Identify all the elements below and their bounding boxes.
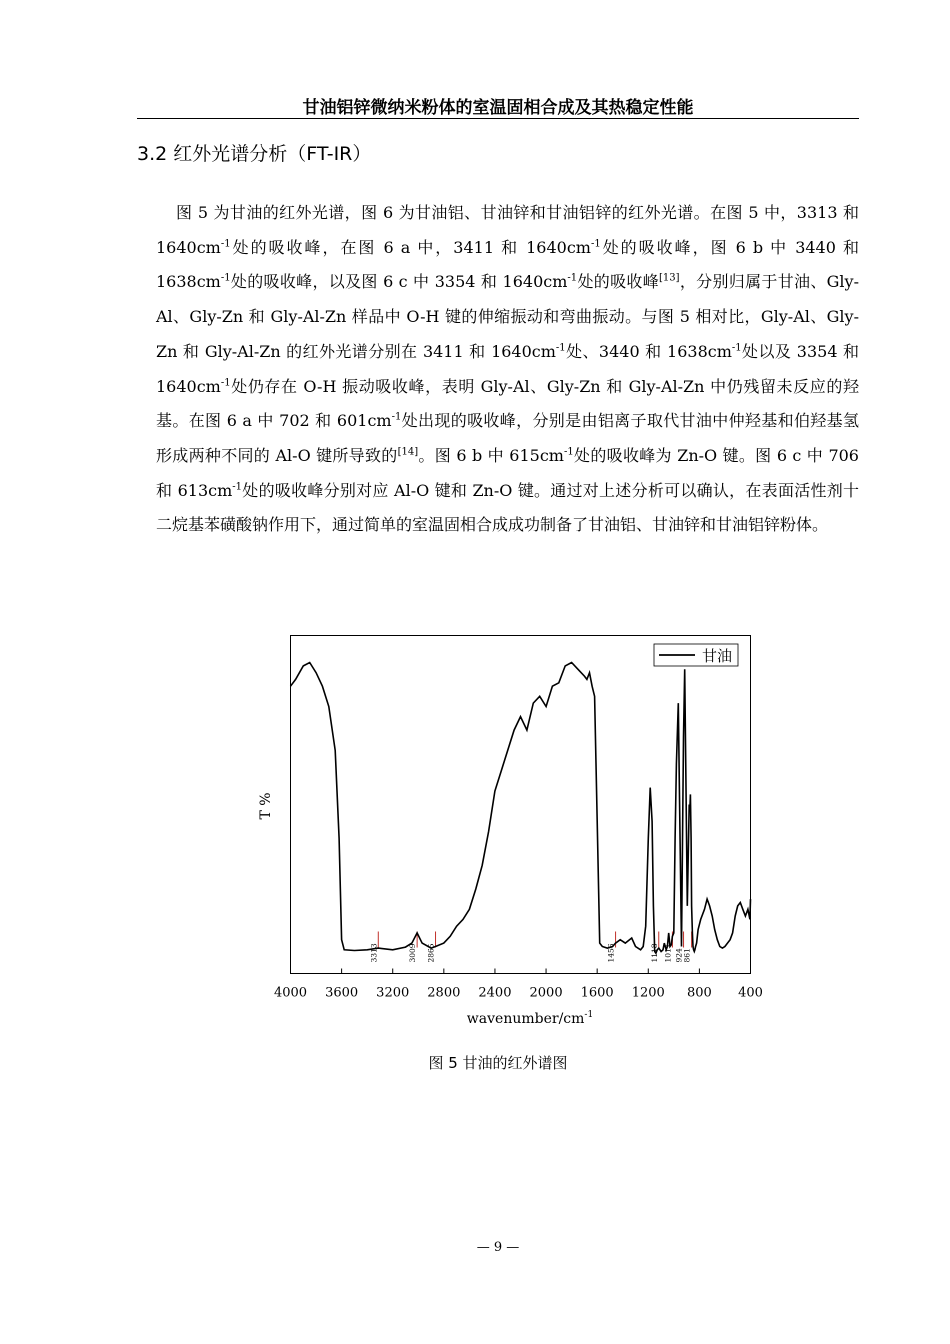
spectrum-line <box>291 663 751 954</box>
body-paragraph <box>156 196 859 543</box>
x-tick-label: 2400 <box>478 985 512 1001</box>
section-title: 3.2 红外光谱分析（FT-IR） <box>137 143 372 165</box>
text-run: 处的吸收峰，在图 6 a 中，3411 和 1640cm <box>230 237 591 257</box>
x-axis-label: wavenumber/$cm^{-1}$ <box>466 1010 594 1027</box>
superscript: -1 <box>232 481 243 493</box>
x-tick-label: 1600 <box>580 985 614 1001</box>
superscript: -1 <box>220 273 231 285</box>
peak-label: 2865 <box>426 943 436 963</box>
superscript: [13] <box>659 273 680 285</box>
text-run: 处的吸收峰，以及图 6 c 中 3354 和 1640cm <box>230 272 568 292</box>
text-run: 处的吸收峰，图 6 b 中 3440 和 1638cm <box>156 237 859 292</box>
figure-caption: 图 5 甘油的红外谱图 <box>428 1054 568 1072</box>
x-tick-label: 1200 <box>631 985 665 1001</box>
x-tick-label: 2800 <box>427 985 461 1001</box>
superscript: -1 <box>220 377 231 389</box>
page-number: — 9 — <box>476 1240 520 1255</box>
peak-label: 924 <box>674 948 684 963</box>
superscript: -1 <box>590 238 601 250</box>
peak-label: 3009 <box>408 943 418 963</box>
text-run: 。图 6 b 中 615cm <box>418 445 564 465</box>
ir-spectrum-chart <box>250 630 770 1040</box>
text-run: ，分别归属于甘油、Gly-Al、Gly-Zn 和 Gly-Al-Zn 样品中 O-H 键的伸缩振动和弯曲振动。与图 5 相对比，Gly-Al、Gly-Zn 和 Gly-Al-Zn 的红外光谱分别在 3411 和 1640cm <box>156 272 859 361</box>
peak-label: 1011 <box>663 943 673 963</box>
peak-label: 1456 <box>606 943 616 963</box>
text-run: 处仍存在 O-H 振动吸收峰，表明 Gly-Al、Gly-Zn 和 Gly-Al-Zn 中仍残留未反应的羟基。在图 6 a 中 702 和 601cm <box>156 376 859 431</box>
y-axis-label: T % <box>258 792 274 820</box>
peak-label: 3313 <box>369 943 379 963</box>
x-tick-label: 400 <box>738 985 763 1001</box>
x-tick-label: 800 <box>686 985 712 1001</box>
running-header: 甘油铝锌微纳米粉体的室温固相合成及其热稳定性能 <box>302 98 694 118</box>
peak-label: 1118 <box>649 943 659 963</box>
text-run: 处以及 3354 和 1640cm <box>156 341 859 396</box>
text-run: 处、3440 和 1638cm <box>565 341 732 361</box>
x-tick-label: 4000 <box>273 985 308 1001</box>
text-run: 处的吸收峰为 Zn-O 键。图 6 c 中 706 和 613cm <box>156 445 859 500</box>
superscript: -1 <box>731 342 742 354</box>
legend <box>654 644 738 666</box>
text-run: 处的吸收峰分别对应 Al-O 键和 Zn-O 键。通过对上述分析可以确认，在表面活性剂十二烷基苯磺酸钠作用下，通过简单的室温固相合成成功制备了甘油铝、甘油锌和甘油铝锌粉体。 <box>156 480 859 535</box>
superscript: -1 <box>220 238 231 250</box>
x-tick-label: 2000 <box>529 985 563 1001</box>
text-run: 处出现的吸收峰，分别是由铝离子取代甘油中仲羟基和伯羟基氢形成两种不同的 Al-O 键所导致的 <box>156 411 859 465</box>
superscript: -1 <box>391 411 402 423</box>
peak-label: 861 <box>682 948 692 963</box>
x-tick-label: 3200 <box>376 985 410 1001</box>
superscript: -1 <box>555 342 566 354</box>
superscript: [14] <box>397 446 419 458</box>
superscript: -1 <box>567 273 578 285</box>
legend-label: 甘油 <box>702 647 733 665</box>
text-run: 处的吸收峰 <box>577 272 660 292</box>
superscript: -1 <box>563 446 574 458</box>
x-tick-label: 3600 <box>325 985 359 1001</box>
text-run: 图 5 为甘油的红外光谱，图 6 为甘油铝、甘油锌和甘油铝锌的红外光谱。在图 5 中，3313 和 1640cm <box>156 203 859 257</box>
header-rule <box>137 118 859 119</box>
